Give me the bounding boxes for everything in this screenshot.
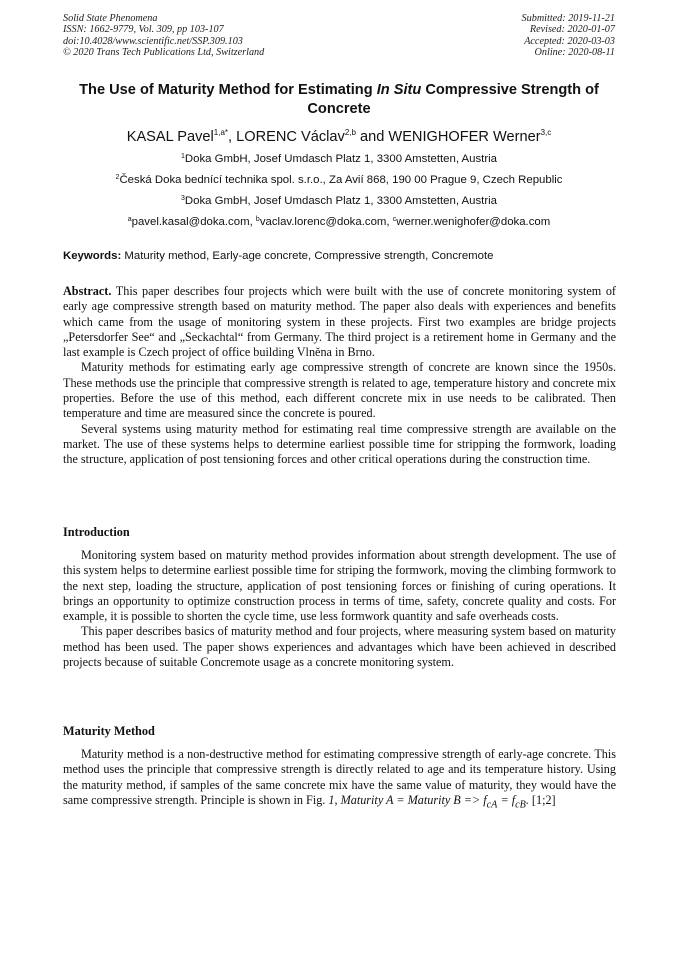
author-name: WENIGHOFER Werner (388, 129, 541, 145)
affiliation-sup: 3 (180, 195, 185, 202)
affiliation-1 (40, 150, 638, 166)
email-link[interactable]: pavel.kasal@doka.com, (131, 216, 256, 228)
abstract-text: This paper describes four projects which were built with the use of concrete monitoring system of early age compressive strength based on maturity method. The paper also deals with experiences and benefits which came from the usage of monitoring system in these projects. First two examples are bridge projects „Petersdorfer See“ and „Seckachtal“ from Germany. The third project is a retirement home in Germany and the last example is Czech project of office building Vlněna in Brno. (63, 284, 616, 360)
formula-subscript: cA (486, 799, 498, 811)
keywords-text: Maturity method, Early-age concrete, Compressive strength, Concremote (121, 250, 494, 262)
abstract-paragraph: Several systems using maturity method for estimating real time compressive strength are available on the market. The use of these systems helps to determine earliest possible time for stripping the formwork, loading the structure, application of post tensioning forces and other critical operations during the construction time. (63, 421, 616, 467)
author-name: KASAL Pavel (126, 129, 214, 145)
journal-doi: doi:10.4028/www.scientific.net/SSP.309.103 (63, 35, 243, 47)
formula: = f (497, 792, 516, 807)
formula-dot: . (525, 792, 529, 807)
email-sup: b (255, 216, 260, 223)
online-date: Online: 2020-08-11 (534, 46, 615, 58)
email-sup: c (392, 216, 397, 223)
email-link[interactable]: werner.wenighofer@doka.com (396, 216, 551, 228)
title-part-2: Compressive Strength of Concrete (307, 82, 599, 117)
introduction-section (63, 548, 616, 670)
figure-reference[interactable]: 1 (328, 792, 335, 807)
submitted-date: Submitted: 2019-11-21 (521, 13, 615, 24)
affiliation-2 (40, 171, 638, 187)
journal-copyright: © 2020 Trans Tech Publications Ltd, Switzerland (63, 46, 265, 58)
author-emails (40, 213, 638, 229)
keywords (63, 249, 618, 263)
email-sup: a (127, 216, 132, 223)
maturity-text: Maturity method is a non-destructive method for estimating compressive strength of early-age concrete. This method uses the principle that compressive strength is directly related to age and its temperature history. Using the maturity method, if samples of the same concrete mix have the same value of maturity, they would have the same compressive strength. Principle is shown in Fig. (63, 747, 616, 807)
affiliation-text: Česká Doka bednící technika spol. s.r.o., Za Avií 868, 190 00 Prague 9, Czech Republic (119, 174, 563, 186)
journal-info (63, 13, 264, 58)
introduction-heading: Introduction (63, 525, 130, 539)
affiliation-sup: 1 (180, 153, 185, 160)
author-name: LORENC Václav (236, 129, 345, 145)
submission-dates (522, 13, 615, 58)
affiliation-sup: 2 (115, 174, 120, 181)
abstract-paragraph (63, 284, 616, 360)
email-link[interactable]: vaclav.lorenc@doka.com, (259, 216, 393, 228)
formula-subscript: cB (515, 799, 526, 811)
journal-issn: ISSN: 1662-9779, Vol. 309, pp 103-107 (63, 24, 224, 36)
affiliation-3 (40, 192, 638, 208)
accepted-date: Accepted: 2020-03-03 (524, 35, 615, 47)
abstract-paragraph: Maturity methods for estimating early age compressive strength of concrete are known since the 1950s. These methods use the principle that compressive strength is related to age, temperature history and concrete mix properties. Before the use of this method, each different concrete mix in use needs to be calibrated. Then temperature and time are measured since the concrete is poured. (63, 360, 616, 421)
affiliation-text: Doka GmbH, Josef Umdasch Platz 1, 3300 Amstetten, Austria (184, 195, 498, 207)
maturity-paragraph (63, 747, 616, 813)
abstract-label: Abstract. (63, 284, 112, 298)
abstract-section (63, 284, 616, 468)
punctuation: , (334, 792, 338, 807)
introduction-paragraph: This paper describes basics of maturity method and four projects, where measuring system based on maturity method has been used. The paper shows experiences and advantages which have been achieved in described projects because of suitable Concremote usage as a concrete monitoring system. (63, 624, 616, 670)
author-sup: 1,a* (213, 128, 229, 137)
introduction-paragraph: Monitoring system based on maturity method provides information about strength development. The use of this system helps to determine earliest possible time for striping the formwork, moving the climbing formwork to the next step, loading the structure, application of post tensioning forces or finishing of curing operations. It brings an opportunity to optimize construction process in terms of time, safety, concrete quality and costs. For example, it is possible to shorten the cycle time, use less formwork quantity and safe overheads costs. (63, 548, 616, 624)
maturity-method-heading: Maturity Method (63, 724, 155, 738)
title-part-1: The Use of Maturity Method for Estimating (79, 82, 377, 98)
author-sup: 2,b (344, 128, 356, 137)
formula: Maturity A = Maturity B => f (340, 792, 487, 807)
maturity-method-section (63, 747, 616, 813)
title-italic: In Situ (376, 82, 422, 98)
author-list (40, 124, 638, 146)
affiliation-text: Doka GmbH, Josef Umdasch Platz 1, 3300 Amstetten, Austria (184, 153, 498, 165)
journal-name: Solid State Phenomena (63, 13, 158, 24)
paper-title (52, 81, 626, 118)
keywords-label: Keywords: (63, 250, 122, 262)
revised-date: Revised: 2020-01-07 (529, 24, 615, 36)
author-separator: and (355, 129, 389, 145)
author-sup: 3,c (540, 128, 552, 137)
citation[interactable]: [1;2] (528, 792, 556, 807)
author-separator: , (228, 129, 237, 145)
